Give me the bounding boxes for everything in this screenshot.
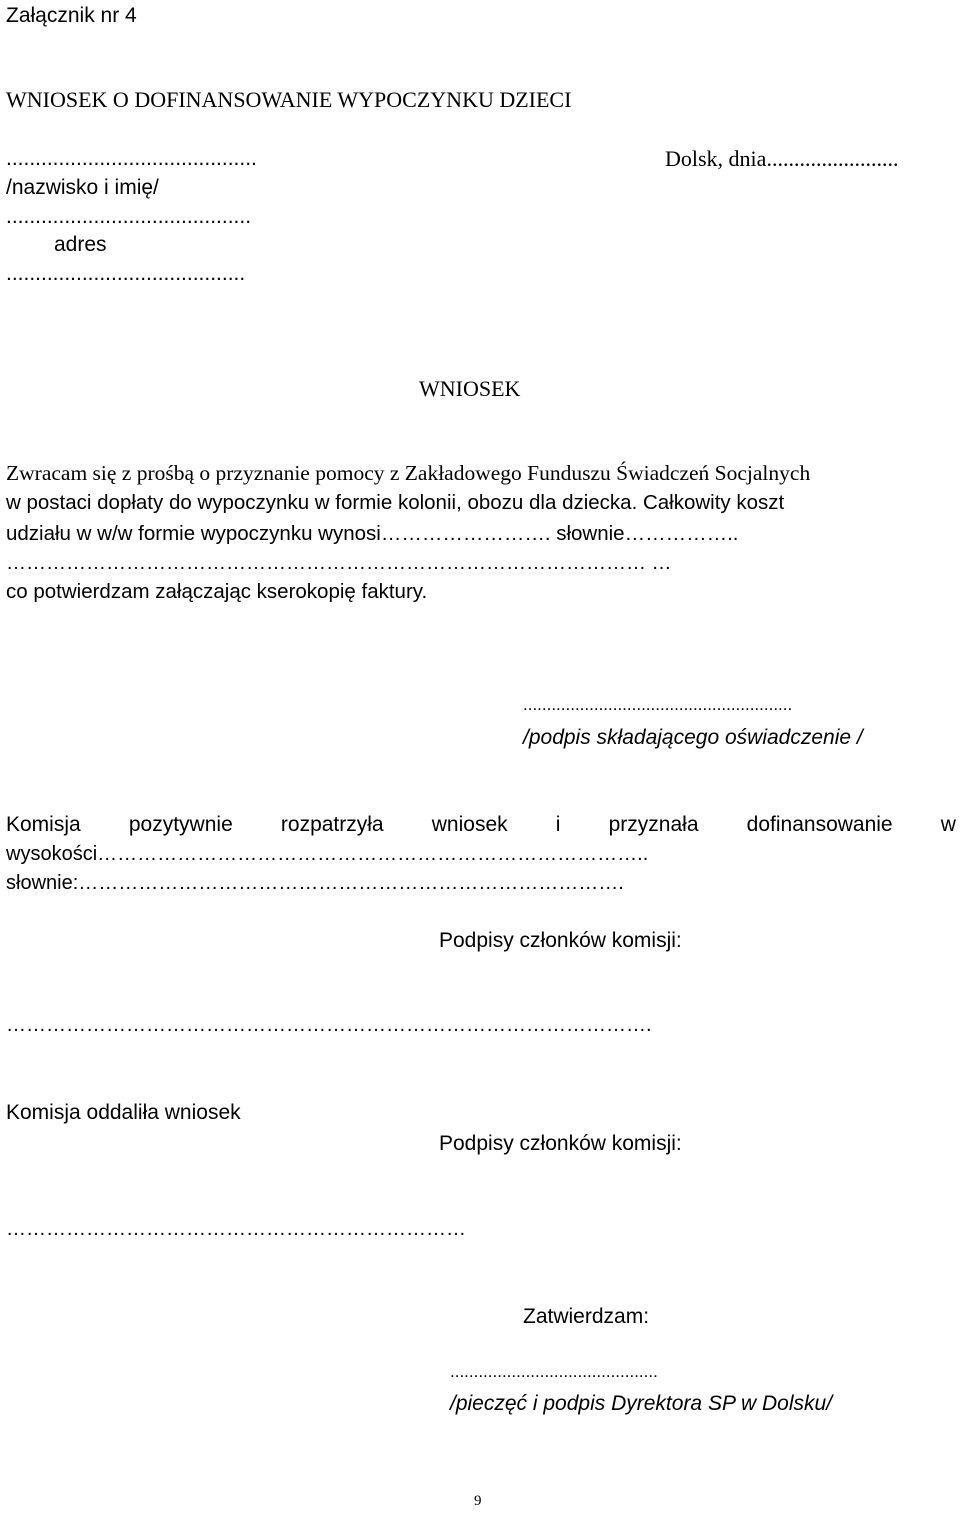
commission-rejected-label: Komisja oddaliła wniosek [6,1101,241,1124]
request-line-5: co potwierdzam załączając kserokopię faktury. [6,580,428,603]
request-line-4: …………………………………………………………………………………… … [6,552,672,574]
word: wniosek [431,813,508,836]
document-title: WNIOSEK O DOFINANSOWANIE WYPOCZYNKU DZIECI [6,87,572,112]
word: pozytywnie [128,813,233,836]
word: dofinansowanie [746,813,893,836]
request-line-3: udziału w w/w formie wypoczynku wynosi……………………. słownie…………….. [6,522,739,545]
director-signature-label: /pieczęć i podpis Dyrektora SP w Dolsku/ [450,1392,833,1415]
attachment-label: Załącznik nr 4 [6,4,137,27]
commission-words-line: słownie:………………………………………………………………………. [6,872,624,894]
commission-rejected-signatures-label: Podpisy członków komisji: [439,1132,682,1155]
word: rozpatrzyła [280,813,384,836]
commission-amount-line: wysokości……………………………………………………………………….. [6,843,649,865]
commission-signature-line: ……………………………………………………………………………………. [6,1014,652,1036]
word: przyznała [608,813,699,836]
applicant-signature-label: /podpis składającego oświadczenie / [523,726,863,749]
approval-dots: ............................................ [450,1362,658,1381]
request-heading: WNIOSEK [419,376,521,401]
commission-rejected-signature-line: …………………………………………………………… [6,1218,466,1240]
commission-positive-line-1 [6,814,956,835]
commission-signatures-label: Podpisy członków komisji: [439,929,682,952]
address-dots: .......................................... [6,205,252,228]
word: i [555,813,561,836]
name-label: /nazwisko i imię/ [6,176,159,199]
name-dots: ........................................... [6,147,257,170]
page-number: 9 [474,1493,482,1509]
word: Komisja [6,813,81,836]
word: w [940,813,956,836]
applicant-signature-dots: ......................................................... [523,695,793,714]
address-dots-2: ......................................... [6,262,246,285]
request-line-2: w postaci dopłaty do wypoczynku w formie kolonii, obozu dla dziecka. Całkowity koszt [6,491,785,514]
address-label: adres [54,233,107,256]
approval-label: Zatwierdzam: [523,1305,650,1328]
request-line-1: Zwracam się z prośbą o przyznanie pomocy z Zakładowego Funduszu Świadczeń Socjalnych [6,461,811,485]
place-date: Dolsk, dnia........................ [665,146,899,171]
